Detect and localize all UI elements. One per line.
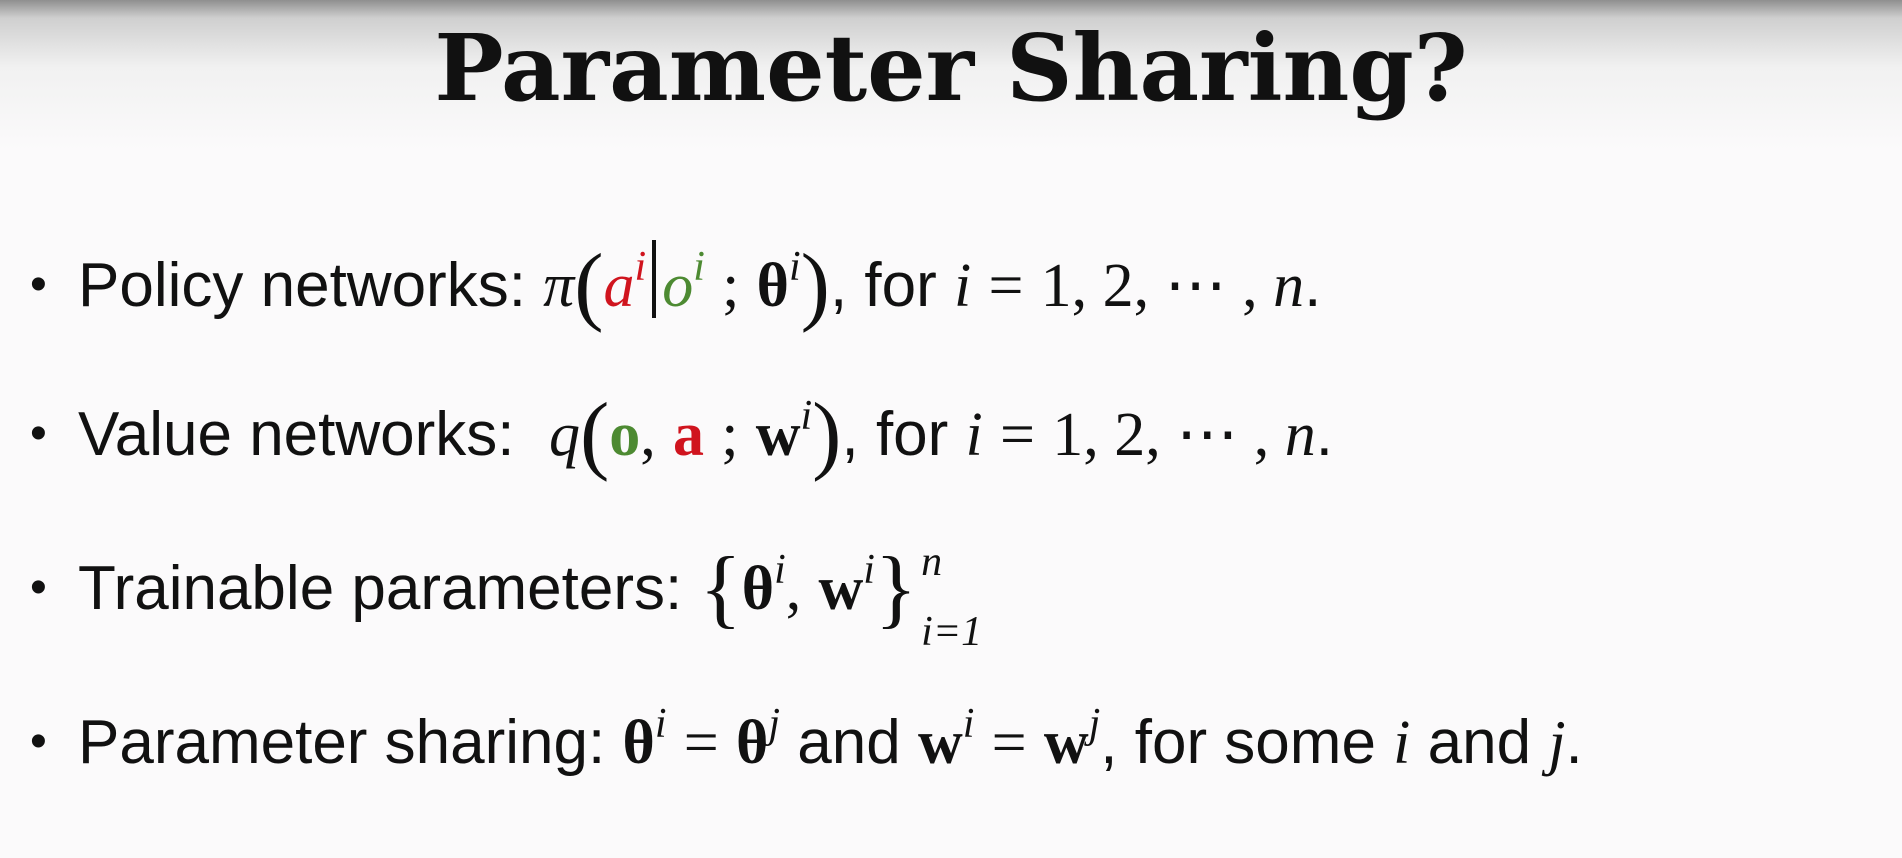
value-equals: =: [1000, 401, 1035, 469]
bullet-dot: •: [30, 715, 47, 768]
sharing-period: .: [1565, 708, 1583, 777]
value-comma: ,: [640, 401, 656, 469]
left-brace: {: [699, 540, 742, 637]
sharing-theta-j: θ: [735, 709, 769, 777]
sharing-w-j: w: [1043, 709, 1089, 777]
sharing-i: i: [1393, 709, 1411, 777]
policy-action: a: [603, 252, 635, 320]
policy-range: 1, 2, ⋯ ,: [1040, 252, 1274, 320]
bullet-dot: •: [30, 258, 47, 311]
trainable-theta-sup: i: [774, 547, 786, 593]
trainable-theta: θ: [741, 555, 775, 623]
value-period: .: [1315, 400, 1333, 469]
sharing-for-some: , for some: [1100, 708, 1376, 777]
sharing-equals-1: =: [683, 709, 719, 777]
sharing-and-2: and: [1427, 708, 1532, 777]
bullet-parameter-sharing: [30, 702, 1583, 783]
value-semicolon: ;: [721, 401, 739, 469]
lower-limit: i=1: [921, 609, 983, 655]
bullet-policy-networks: • Policy networks: $\pi(a^i$ $o^i$ ; $\theta^i$), for i = 1, 2, ⋯ , n.: [30, 237, 1322, 334]
policy-equals: =: [988, 252, 1024, 320]
value-n: n: [1284, 401, 1316, 469]
policy-n: n: [1273, 252, 1305, 320]
value-w: w: [755, 401, 801, 469]
value-for: for: [875, 400, 949, 469]
sharing-equals-2: =: [991, 709, 1027, 777]
bullet-dot: •: [30, 561, 47, 614]
sharing-theta-sup-i: i: [654, 701, 667, 747]
policy-observation: o: [662, 252, 694, 320]
value-actions: a: [673, 401, 705, 469]
bullet-dot: •: [30, 407, 47, 460]
policy-observation-sup: i: [693, 244, 705, 290]
open-paren: (: [574, 237, 604, 334]
sharing-w-sup-j: j: [1088, 701, 1101, 747]
policy-theta-sup: i: [788, 244, 801, 290]
upper-limit: n: [921, 539, 943, 585]
policy-semicolon: ;: [722, 252, 740, 320]
open-paren: (: [579, 386, 610, 483]
sharing-w-i: w: [917, 709, 963, 777]
trainable-label: Trainable parameters:: [78, 554, 683, 623]
policy-theta: θ: [756, 252, 789, 320]
sharing-and-1: and: [797, 708, 901, 777]
sharing-theta-sup-j: j: [768, 701, 781, 747]
sharing-w-sup-i: i: [962, 701, 975, 747]
policy-pi: π: [543, 252, 575, 320]
bullet-trainable-parameters: [30, 539, 1017, 655]
value-q: q: [548, 401, 580, 469]
policy-index: i: [954, 252, 972, 320]
set-limits: [917, 539, 1017, 655]
policy-period: .: [1304, 251, 1322, 320]
policy-for: for: [864, 251, 937, 320]
bullet-value-networks: • Value networks: q(o, a ; $w^i$), for i = 1, 2, ⋯ , n.: [30, 386, 1333, 483]
value-range: 1, 2, ⋯ ,: [1052, 401, 1285, 469]
trainable-w: w: [818, 555, 864, 623]
trainable-w-sup: i: [863, 547, 875, 593]
slide-title: Parameter Sharing?: [434, 14, 1468, 122]
value-w-sup: i: [800, 393, 813, 439]
sharing-label: Parameter sharing:: [78, 708, 606, 777]
right-brace: }: [874, 540, 918, 637]
close-paren: ): [812, 386, 842, 483]
value-observations: o: [609, 401, 641, 469]
policy-label: Policy networks:: [78, 251, 526, 320]
sharing-j: j: [1548, 709, 1566, 777]
value-index: i: [965, 401, 983, 469]
trainable-comma: ,: [785, 555, 802, 623]
conditional-bar: [652, 240, 656, 318]
sharing-theta-i: θ: [622, 709, 655, 777]
close-paren: ): [800, 237, 830, 334]
value-label: Value networks:: [78, 400, 515, 469]
policy-action-sup: i: [634, 244, 647, 290]
